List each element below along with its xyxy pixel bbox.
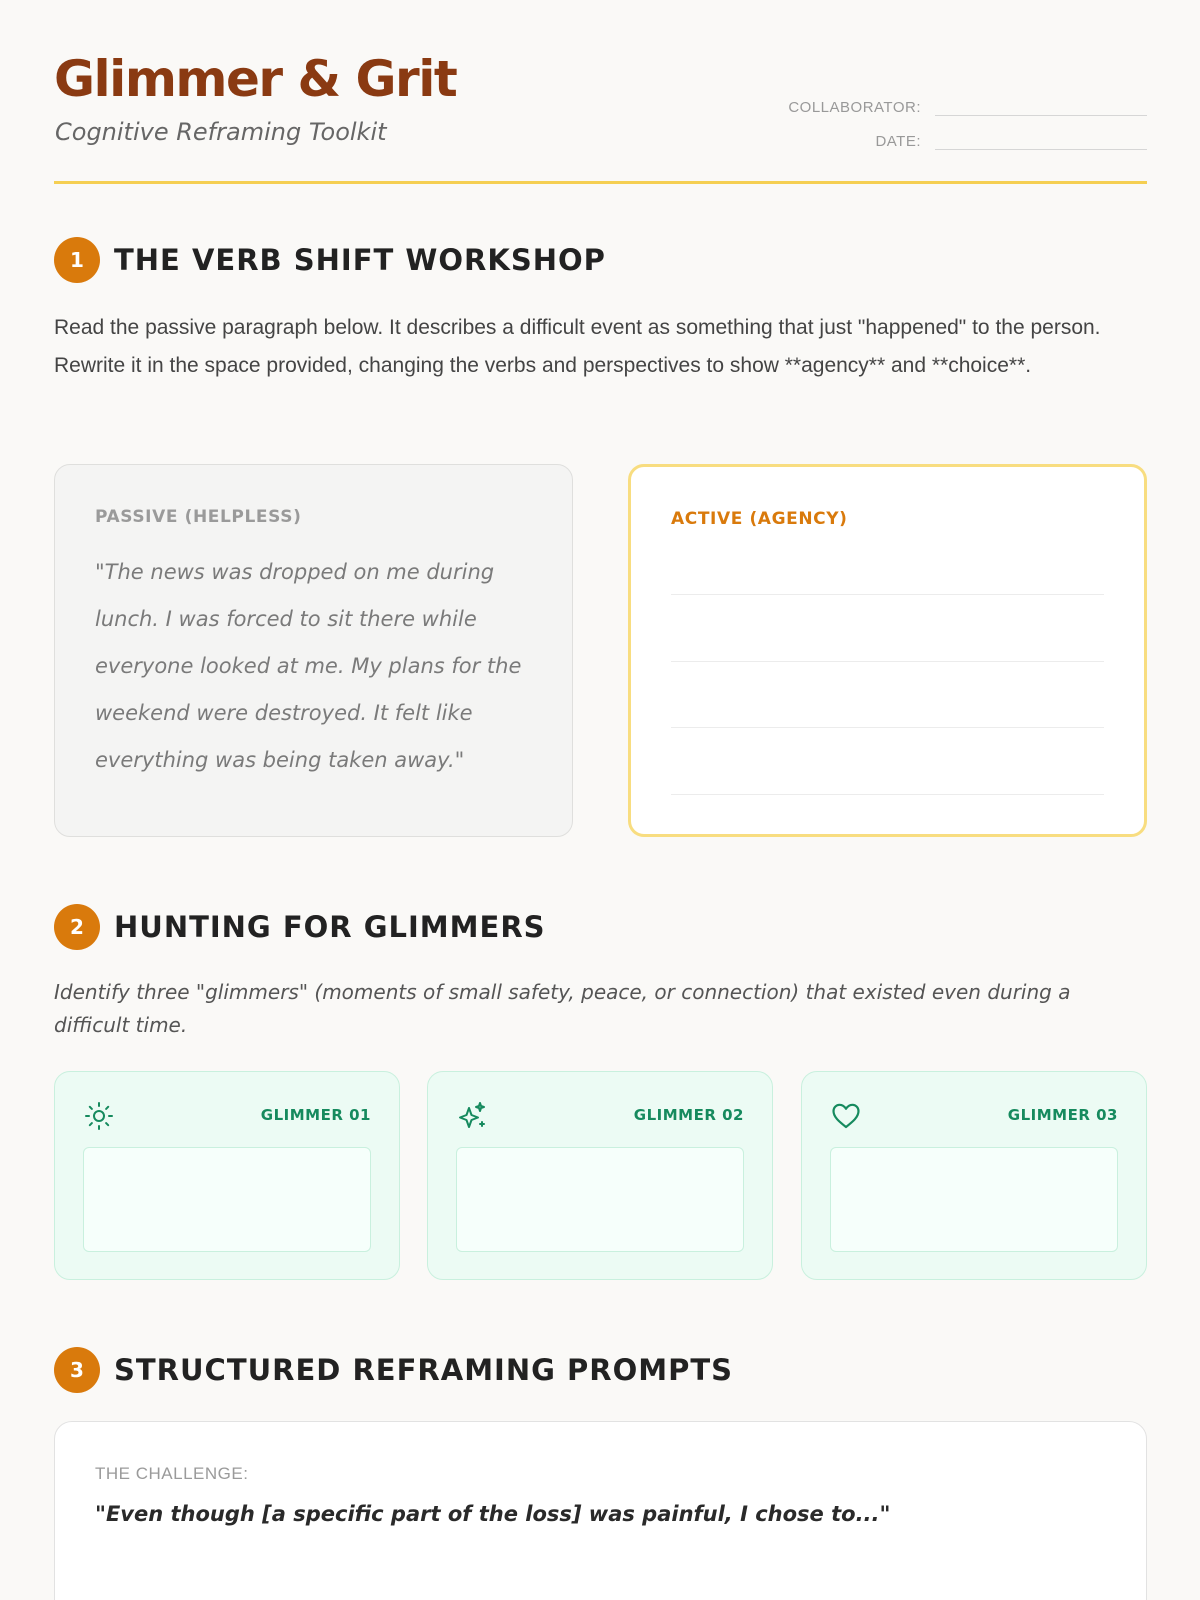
step-badge-1: 1 <box>54 237 100 283</box>
date-row <box>875 128 1147 150</box>
collaborator-row <box>788 94 1147 116</box>
glimmer-card-3 <box>801 1071 1147 1280</box>
active-label: ACTIVE (AGENCY) <box>671 509 848 529</box>
glimmer-card-2 <box>427 1071 773 1280</box>
writing-line[interactable] <box>671 727 1104 728</box>
glimmer-label-2: GLIMMER 02 <box>633 1106 744 1124</box>
challenge-label: THE CHALLENGE: <box>95 1464 249 1483</box>
glimmer-label-1: GLIMMER 01 <box>260 1106 371 1124</box>
worksheet-subtitle: Cognitive Reframing Toolkit <box>55 118 387 146</box>
glimmer-response-box-3[interactable] <box>830 1147 1118 1252</box>
section-3-title: STRUCTURED REFRAMING PROMPTS <box>114 1353 734 1387</box>
worksheet-header <box>54 0 1147 184</box>
worksheet-title: Glimmer & Grit <box>54 50 457 108</box>
challenge-prompt: "Even though [a specific part of the loss] was painful, I chose to..." <box>95 1502 891 1526</box>
section-1-instructions: Read the passive paragraph below. It describes a difficult event as something that just "happened" to the person. Rewrite it in the space provided, changing the verbs and perspectives to show **agency** and **choice**. <box>54 316 1101 377</box>
section-1-heading <box>54 237 606 283</box>
collaborator-field[interactable] <box>935 94 1147 116</box>
section-1-title: THE VERB SHIFT WORKSHOP <box>114 243 606 277</box>
glimmer-card-1 <box>54 1071 400 1280</box>
passive-label: PASSIVE (HELPLESS) <box>95 507 302 527</box>
glimmer-response-box-2[interactable] <box>456 1147 744 1252</box>
sparkles-icon <box>456 1100 488 1132</box>
glimmer-response-box-1[interactable] <box>83 1147 371 1252</box>
section-2-instructions: Identify three "glimmers" (moments of small safety, peace, or connection) that existed even during a difficult time. <box>54 980 1071 1037</box>
active-card[interactable] <box>628 464 1147 837</box>
writing-line[interactable] <box>671 661 1104 662</box>
worksheet-page <box>54 0 1147 1526</box>
section-2-heading <box>54 904 546 950</box>
glimmer-label-3: GLIMMER 03 <box>1007 1106 1118 1124</box>
section-2-title: HUNTING FOR GLIMMERS <box>114 910 546 944</box>
sun-icon <box>83 1100 115 1132</box>
passive-card <box>54 464 573 837</box>
heart-icon <box>830 1100 862 1132</box>
step-badge-2: 2 <box>54 904 100 950</box>
collaborator-label: COLLABORATOR: <box>788 99 921 116</box>
section-3-heading <box>54 1347 733 1393</box>
date-field[interactable] <box>935 128 1147 150</box>
step-badge-3: 3 <box>54 1347 100 1393</box>
writing-line[interactable] <box>671 794 1104 795</box>
passive-quote: "The news was dropped on me during lunch. I was forced to sit there while everyone looked at me. My plans for the weekend were destroyed. It felt like everything was being taken away." <box>95 560 522 772</box>
reframing-prompt-card <box>54 1421 1147 1600</box>
writing-line[interactable] <box>671 594 1104 595</box>
date-label: DATE: <box>875 133 921 150</box>
